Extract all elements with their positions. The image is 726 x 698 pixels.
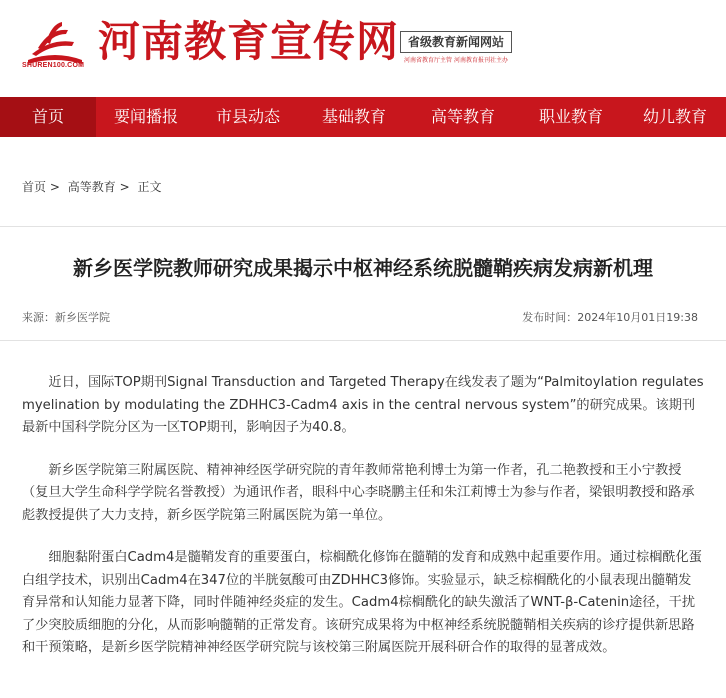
- nav-item-local[interactable]: 市县动态: [215, 107, 280, 126]
- article-source: 来源：新乡医学院: [22, 311, 110, 324]
- nav-item-vocational-edu[interactable]: 职业教育: [538, 107, 603, 126]
- article-paragraph: 细胞黏附蛋白Cadm4是髓鞘发育的重要蛋白，棕榈酰化修饰在髓鞘的发育和成熟中起重要作用。通过棕榈酰化蛋白组学技术，识别出Cadm4在347位的半胱氨酸可由ZDHHC3修饰。实验显示，缺乏棕榈酰化的小鼠表现出髓鞘发育异常和认知能力显著下降，同时伴随神经炎症的发生。Cadm4棕榈酰化的缺失激活了WNT-β-Catenin途径，干扰了少突胶质细胞的分化，从而影响髓鞘的正常发育。该研究成果将为中枢神经系统脱髓鞘相关疾病的诊疗提供新思路和干预策略，是新乡医学院精神神经医学研究院与该校第三附属医院开展科研合作的取得的显著成效。: [22, 550, 702, 655]
- logo-domain-text: SHUREN100.COM: [22, 62, 85, 69]
- site-header: [0, 0, 726, 96]
- nav-item-basic-edu[interactable]: 基础教育: [321, 107, 386, 126]
- nav-item-higher-edu[interactable]: 高等教育: [430, 107, 495, 126]
- meta-divider: [0, 340, 726, 341]
- site-slogan-subtext: 河南省教育厅主管 河南教育报刊社主办: [404, 57, 508, 64]
- article-paragraph: 近日，国际TOP期刊Signal Transduction and Targeted Therapy在线发表了题为“Palmitoylation regulates myelination by modulating the ZDHHC3-Cadm4 axis in the central nervous system”的研究成果。该期刊最新中国科学院分区为一区TOP期刊，影响因子为40.8。: [22, 375, 704, 435]
- breadcrumb-separator: >: [49, 180, 60, 194]
- nav-item-home[interactable]: 首页: [0, 97, 96, 137]
- article-paragraph: 新乡医学院第三附属医院、精神神经医学研究院的青年教师常艳利博士为第一作者，孔二艳教授和王小宁教授（复旦大学生命科学学院名誉教授）为通讯作者，眼科中心李晓鹏主任和朱江莉博士为参与作者，梁银明教授和路承彪教授提供了大力支持，新乡医学院第三附属医院为第一单位。: [22, 462, 695, 523]
- nav-item-preschool-edu[interactable]: 幼儿教育: [642, 107, 707, 126]
- site-title[interactable]: 河南教育宣传网: [98, 17, 400, 66]
- site-slogan-badge: 省级教育新闻网站: [400, 31, 512, 53]
- nav-item-news[interactable]: 要闻播报: [113, 107, 178, 126]
- breadcrumb-separator: >: [119, 180, 130, 194]
- breadcrumb: [22, 178, 165, 195]
- article-body: [22, 372, 704, 680]
- article-title: 新乡医学院教师研究成果揭示中枢神经系统脱髓鞘疾病发病新机理: [73, 256, 653, 280]
- article-date: 发布时间：2024年10月01日19:38: [522, 311, 698, 324]
- breadcrumb-home-link[interactable]: 首页: [22, 180, 47, 194]
- breadcrumb-divider: [0, 226, 726, 227]
- breadcrumb-current: 正文: [137, 180, 162, 194]
- main-nav: [0, 97, 726, 137]
- breadcrumb-section-link[interactable]: 高等教育: [67, 180, 116, 194]
